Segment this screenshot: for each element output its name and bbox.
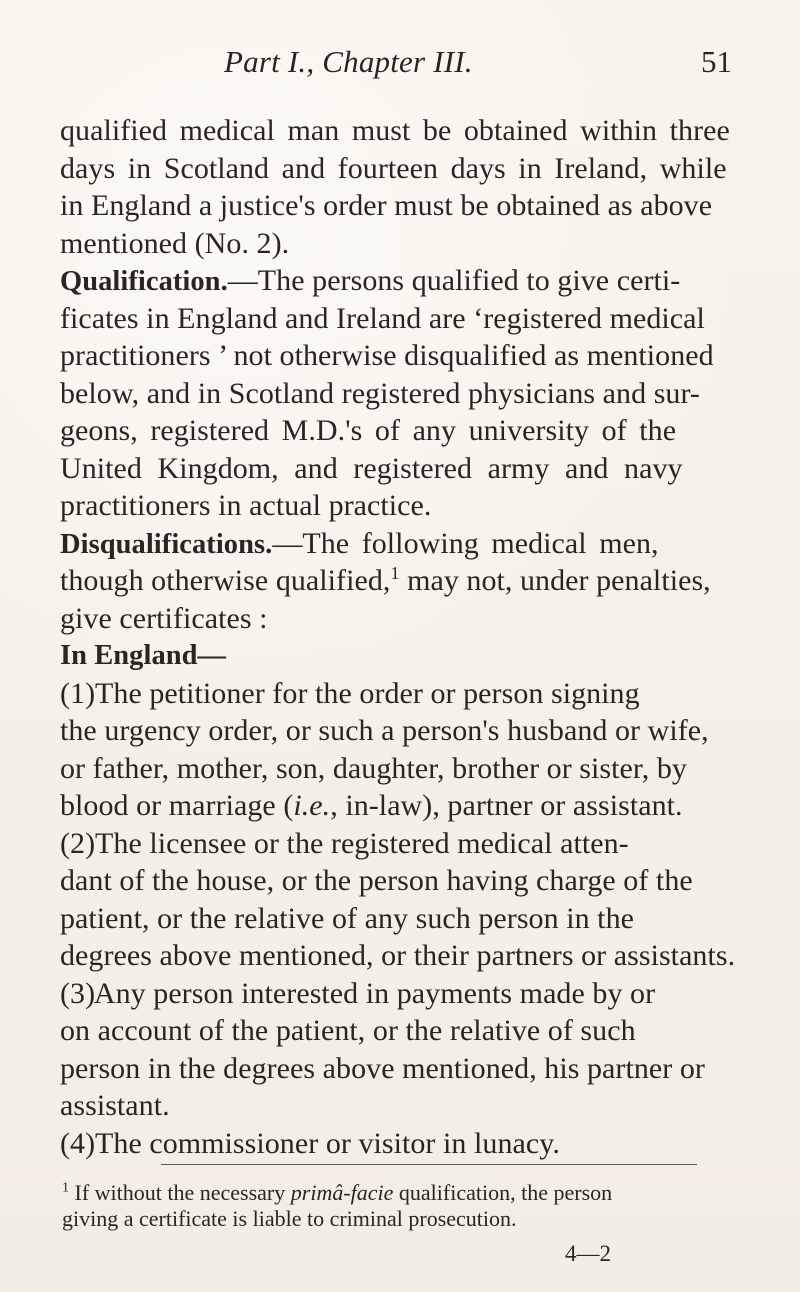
text-line: give certificates : (60, 601, 268, 635)
text-line: practitioners ’ not otherwise disqualified as mentioned (60, 339, 714, 372)
list-item-4 (60, 1125, 757, 1163)
list-item-2-first-line (60, 825, 757, 863)
running-title: Part I., Chapter III. (224, 44, 473, 79)
disqualifications-paragraph-first-line (60, 525, 757, 563)
footnote (62, 1180, 742, 1232)
running-header (0, 44, 800, 84)
text-fragment: —The following medical men, (272, 526, 659, 560)
text-line-with-footnote-reference (60, 562, 757, 600)
text-line: days in Scotland and fourteen days in Ireland, while (60, 151, 727, 185)
header-chapter: Chapter III. (322, 44, 473, 79)
text-line: on account of the patient, or the relative of such (60, 1014, 636, 1047)
qualification-paragraph-first-line (60, 262, 757, 300)
text-line: United Kingdom, and registered army and navy (60, 451, 683, 485)
text-line: mentioned (No. 2). (60, 226, 290, 260)
text-line: qualified medical man must be obtained within three (60, 114, 730, 147)
text-line: or father, mother, son, daughter, brother or sister, by (60, 751, 687, 785)
footnote-rule (161, 1164, 697, 1165)
text-fragment: If without the necessary (74, 1180, 291, 1205)
text-fragment: though otherwise qualified, (60, 564, 391, 597)
qualification-heading: Qualification. (60, 266, 228, 297)
text-line: assistant. (60, 1089, 170, 1122)
text-fragment: blood or marriage ( (60, 789, 294, 822)
header-part-label: Part (224, 44, 280, 79)
text-fragment: The licensee or the registered medical atten- (95, 826, 629, 860)
text-line: in England a justice's order must be obtained as above (60, 189, 713, 222)
list-item-number: (4) (60, 1126, 96, 1160)
text-fragment: Any person interested in payments made by or (93, 976, 656, 1010)
text-line: ficates in England and Ireland are ‘registered medical (60, 301, 705, 335)
text-fragment: , in-law), partner or assistant. (330, 789, 683, 822)
text-line: person in the degrees above mentioned, his partner or (60, 1051, 705, 1085)
text-line: degrees above mentioned, or their partners or assistants. (60, 939, 736, 972)
text-fragment: The commissioner or visitor in lunacy. (95, 1126, 560, 1160)
text-fragment: —The persons qualified to give certi- (227, 264, 681, 297)
list-item-number: (2) (60, 826, 96, 860)
list-item-number: (3) (60, 976, 96, 1010)
footnote-line: giving a certificate is liable to criminal prosecution. (62, 1206, 517, 1231)
text-line: geons, registered M.D.'s of any university of the (60, 414, 677, 447)
footnote-line (62, 1180, 742, 1206)
text-line: below, and in Scotland registered physicians and sur- (60, 376, 700, 410)
text-line-with-italic (60, 787, 757, 825)
footnote-reference: 1 (390, 563, 400, 583)
text-line: the urgency order, or such a person's husband or wife, (60, 714, 709, 747)
text-line: practitioners in actual practice. (60, 489, 432, 522)
italic-term: primâ-facie (290, 1180, 394, 1205)
list-item-3-first-line (60, 975, 757, 1013)
main-text (60, 112, 757, 1162)
list-item-number: (1) (60, 676, 96, 710)
text-line: patient, or the relative of any such person in the (60, 901, 634, 935)
list-item-1-first-line (60, 675, 757, 713)
text-fragment: The petitioner for the order or person signing (95, 676, 640, 710)
disqualifications-heading: Disqualifications. (60, 528, 273, 560)
printer-signature-mark: 4—2 (565, 1241, 611, 1266)
text-fragment: qualification, the person (393, 1180, 613, 1205)
text-line: dant of the house, or the person having charge of the (60, 864, 693, 897)
italic-abbreviation: i.e. (293, 789, 331, 822)
england-heading: In England— (60, 640, 227, 671)
footnote-marker: 1 (62, 1180, 69, 1196)
header-part-number: I. (287, 44, 307, 79)
page-number: 51 (701, 44, 732, 79)
text-fragment: may not, under penalties, (399, 564, 711, 597)
